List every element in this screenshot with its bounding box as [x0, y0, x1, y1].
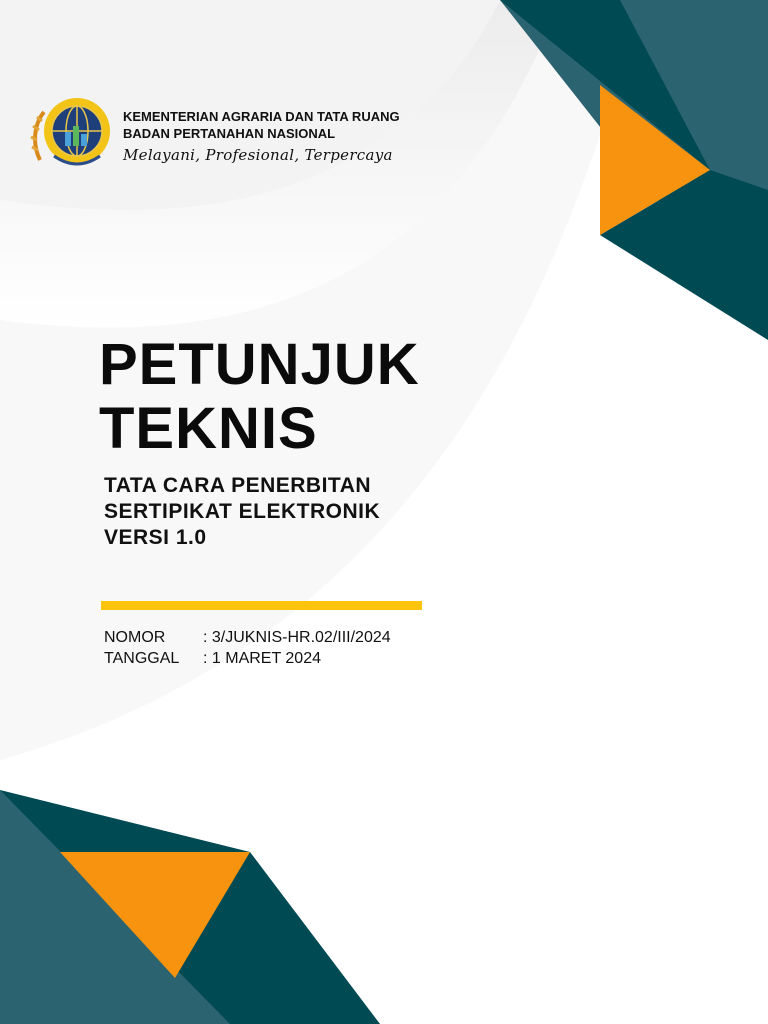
nomor-value: : 3/JUKNIS-HR.02/III/2024 [203, 629, 391, 646]
bpn-logo-icon [30, 94, 116, 172]
tanggal-row [104, 648, 391, 669]
ministry-header [123, 108, 400, 164]
tagline: Melayani, Profesional, Terpercaya [123, 146, 393, 164]
tanggal-value: : 1 MARET 2024 [203, 650, 321, 667]
yellow-divider [101, 601, 422, 610]
document-title [99, 333, 420, 461]
document-meta [104, 627, 391, 669]
nomor-label: NOMOR [104, 629, 166, 646]
nomor-row [104, 627, 391, 648]
document-subtitle [104, 473, 380, 551]
tanggal-label: TANGGAL [104, 650, 180, 667]
agency-name: BADAN PERTANAHAN NASIONAL [123, 126, 336, 141]
ministry-name: KEMENTERIAN AGRARIA DAN TATA RUANG [123, 109, 400, 124]
subtitle-line-1: TATA CARA PENERBITAN [104, 474, 372, 497]
subtitle-line-2: SERTIPIKAT ELEKTRONIK [104, 500, 381, 523]
title-line-2: TEKNIS [99, 396, 318, 461]
subtitle-line-3: VERSI 1.0 [104, 526, 207, 549]
title-line-1: PETUNJUK [99, 332, 420, 397]
